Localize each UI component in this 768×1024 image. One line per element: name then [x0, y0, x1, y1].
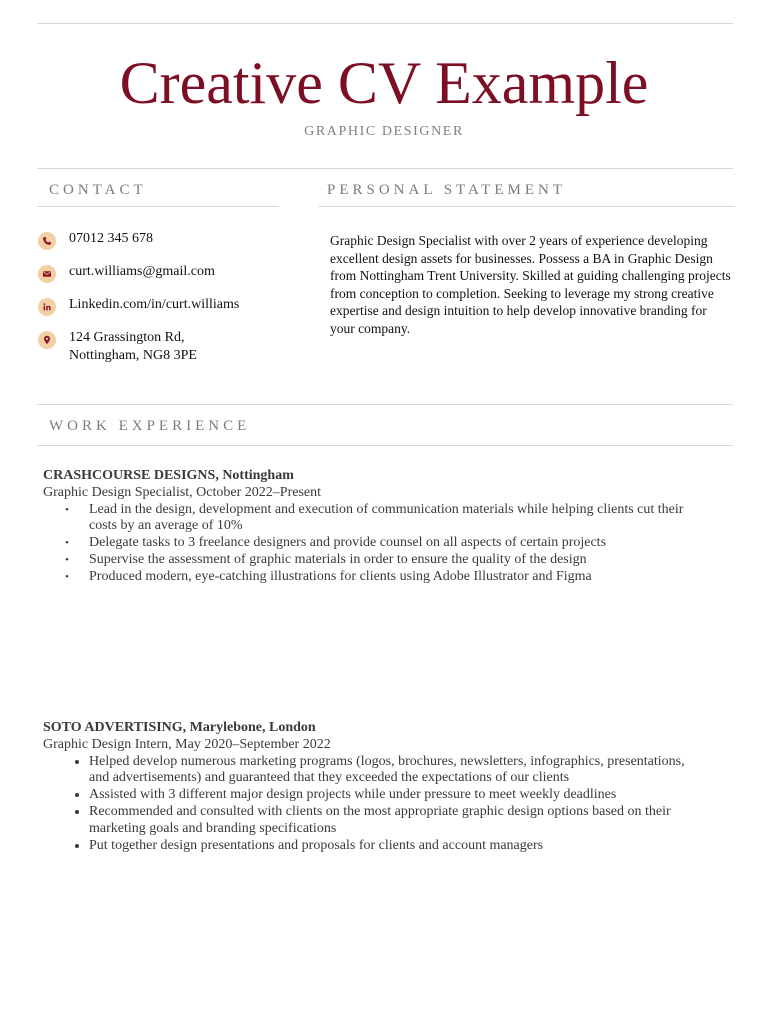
job-bullet: • Put together design presentations and proposals for clients and account managers — [89, 838, 699, 855]
job-bullet-list — [43, 754, 733, 855]
job-bullet: • Helped develop numerous marketing programs (logos, brochures, newsletters, infographics, presentations, and advertisements) and guaranteed that they exceeded the expectations of our clients — [89, 754, 699, 788]
email-address: curt.williams@gmail.com — [69, 264, 215, 279]
job-bullet: • Lead in the design, development and execution of communication materials while helping clients cut their costs by an average of 10% — [89, 502, 699, 536]
phone-number: 07012 345 678 — [69, 231, 153, 246]
header-divider — [37, 168, 733, 169]
envelope-icon — [38, 265, 56, 283]
job-role: Graphic Design Intern, May 2020–September 2022 — [43, 736, 331, 752]
statement-heading-divider — [318, 206, 735, 207]
job-entry-crashcourse — [43, 468, 733, 586]
phone-icon — [38, 232, 56, 250]
top-divider — [37, 23, 733, 24]
contact-list — [38, 230, 288, 378]
location-pin-icon — [38, 331, 56, 349]
job-bullet: • Recommended and consulted with clients on the most appropriate graphic design options based on their marketing goals and branding specifications — [89, 804, 699, 838]
address — [69, 329, 197, 365]
experience-top-divider — [37, 404, 733, 405]
contact-email — [38, 263, 288, 283]
job-bullet: • Supervise the assessment of graphic materials in order to ensure the quality of the design — [89, 552, 699, 569]
contact-address — [38, 329, 288, 365]
linkedin-url: Linkedin.com/in/curt.williams — [69, 297, 240, 312]
work-experience-heading: WORK EXPERIENCE — [49, 418, 251, 434]
personal-statement-text: Graphic Design Specialist with over 2 years of experience developing excellent design assets for businesses. Possess a BA in Graphic Design from Nottingham Trent University. Skilled at guiding challenging projects from conception to completion. Seeking to leverage my strong creative expertise and design intuition to help develop innovative branding for your company. — [330, 233, 731, 336]
contact-heading-divider — [37, 206, 279, 207]
address-line-1: 124 Grassington Rd, — [69, 330, 185, 345]
job-bullet: • Delegate tasks to 3 freelance designers and provide counsel on all aspects of certain projects — [89, 535, 699, 552]
personal-statement-heading: PERSONAL STATEMENT — [327, 182, 566, 198]
job-bullet-list — [43, 502, 733, 586]
contact-heading: CONTACT — [49, 182, 147, 198]
address-line-2: Nottingham, NG8 3PE — [69, 348, 197, 363]
resume-title: Creative CV Example — [119, 50, 649, 116]
job-bullet: • Produced modern, eye-catching illustrations for clients using Adobe Illustrator and Figma — [89, 569, 699, 586]
contact-linkedin — [38, 296, 288, 316]
job-entry-soto — [43, 720, 733, 854]
job-role: Graphic Design Specialist, October 2022–Present — [43, 484, 321, 500]
job-company: SOTO ADVERTISING, Marylebone, London — [43, 720, 316, 735]
job-company: CRASHCOURSE DESIGNS, Nottingham — [43, 468, 294, 483]
linkedin-icon — [38, 298, 56, 316]
job-title-subtitle: GRAPHIC DESIGNER — [304, 124, 464, 139]
experience-heading-divider — [37, 445, 733, 446]
contact-phone — [38, 230, 288, 250]
job-bullet: • Assisted with 3 different major design projects while under pressure to meet weekly deadlines — [89, 787, 699, 804]
